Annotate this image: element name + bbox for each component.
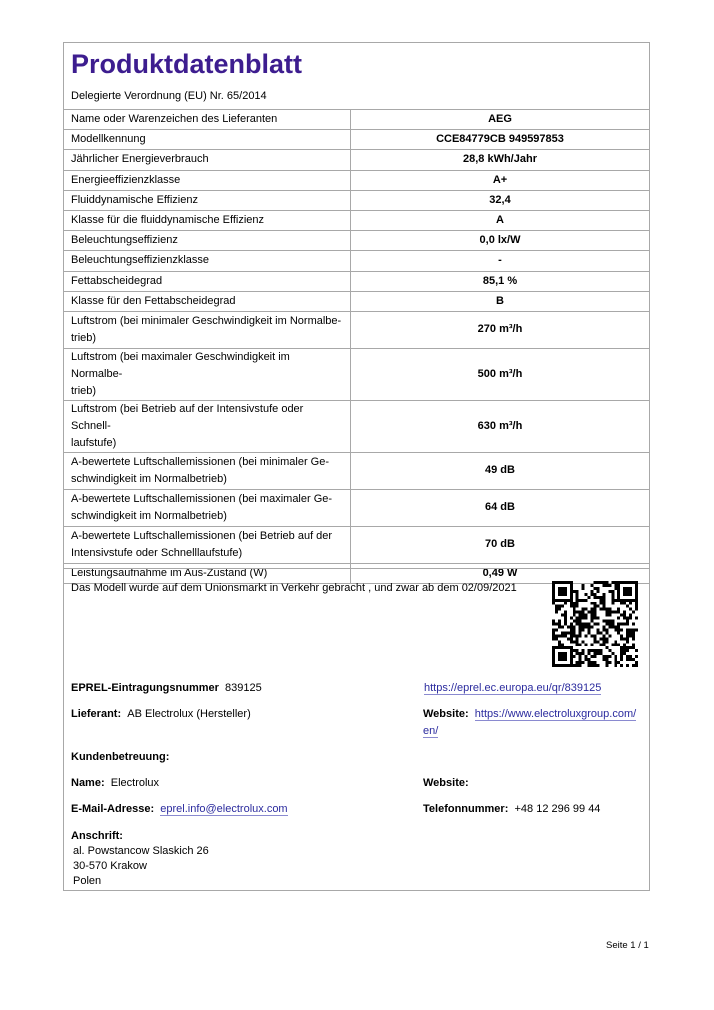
row-value: 28,8 kWh/Jahr bbox=[351, 150, 650, 170]
table-row bbox=[64, 210, 649, 230]
contact-website-label: Website: bbox=[423, 777, 469, 789]
row-value: B bbox=[351, 291, 650, 311]
supplier-info-box bbox=[63, 568, 650, 891]
website-link-continued-wrap bbox=[423, 724, 438, 739]
row-label: Luftstrom (bei Betrieb auf der Intensivstufe oder Schnell- laufstufe) bbox=[64, 400, 351, 452]
row-value: CCE84779CB 949597853 bbox=[351, 130, 650, 150]
table-row bbox=[64, 110, 649, 130]
row-value: 49 dB bbox=[351, 452, 650, 489]
row-label: Fluiddynamische Effizienz bbox=[64, 190, 351, 210]
table-row bbox=[64, 271, 649, 291]
row-label: A-bewertete Luftschallemissionen (bei maximaler Ge- schwindigkeit im Normalbetrieb) bbox=[64, 489, 351, 526]
row-label: Modellkennung bbox=[64, 130, 351, 150]
page-number: Seite 1 / 1 bbox=[606, 940, 649, 951]
row-value: 270 m³/h bbox=[351, 311, 650, 348]
row-value: 64 dB bbox=[351, 489, 650, 526]
table-row bbox=[64, 526, 649, 563]
website-link-continued[interactable]: en/ bbox=[423, 725, 439, 737]
row-label: Leistungsaufnahme im Aus-Zustand (W) bbox=[64, 563, 351, 583]
website-link[interactable]: https://www.electroluxgroup.com/ bbox=[474, 708, 637, 720]
email-row bbox=[71, 802, 288, 817]
row-value: A+ bbox=[351, 170, 650, 190]
page-title: Produktdatenblatt bbox=[71, 49, 303, 79]
email-label: E-Mail-Adresse: bbox=[71, 803, 155, 815]
address-label: Anschrift: bbox=[71, 830, 123, 842]
contact-name-row bbox=[71, 776, 159, 791]
table-row bbox=[64, 348, 649, 400]
customer-service-heading: Kundenbetreuung: bbox=[71, 751, 170, 763]
table-row bbox=[64, 291, 649, 311]
row-label: Luftstrom (bei maximaler Geschwindigkeit im Normalbe- trieb) bbox=[64, 348, 351, 400]
eprel-value: 839125 bbox=[225, 682, 262, 694]
row-label: Fettabscheidegrad bbox=[64, 271, 351, 291]
phone-row bbox=[423, 802, 600, 817]
row-label: Jährlicher Energieverbrauch bbox=[64, 150, 351, 170]
table-row bbox=[64, 190, 649, 210]
row-value: A bbox=[351, 210, 650, 230]
qr-code-icon[interactable] bbox=[552, 581, 638, 667]
row-label: Beleuchtungseffizienzklasse bbox=[64, 251, 351, 271]
table-row bbox=[64, 231, 649, 251]
phone-label: Telefonnummer: bbox=[423, 803, 509, 815]
datasheet-header bbox=[64, 43, 649, 110]
supplier-value: AB Electrolux (Hersteller) bbox=[127, 708, 251, 720]
table-row bbox=[64, 452, 649, 489]
address-line: al. Powstancow Slaskich 26 bbox=[73, 845, 209, 857]
row-label: Klasse für die fluiddynamische Effizienz bbox=[64, 210, 351, 230]
supplier-website-row bbox=[423, 707, 636, 722]
market-date-text: Das Modell wurde auf dem Unionsmarkt in Verkehr gebracht , und zwar ab dem 02/09/2021 bbox=[71, 582, 517, 594]
row-label: Klasse für den Fettabscheidegrad bbox=[64, 291, 351, 311]
table-row bbox=[64, 489, 649, 526]
table-row bbox=[64, 251, 649, 271]
name-label: Name: bbox=[71, 777, 105, 789]
regulation-subtitle: Delegierte Verordnung (EU) Nr. 65/2014 bbox=[71, 90, 267, 102]
row-value: 500 m³/h bbox=[351, 348, 650, 400]
row-value: - bbox=[351, 251, 650, 271]
website-label: Website: bbox=[423, 708, 469, 720]
product-datasheet bbox=[63, 42, 650, 584]
row-value: 0,0 lx/W bbox=[351, 231, 650, 251]
phone-value: +48 12 296 99 44 bbox=[514, 803, 601, 815]
row-label: Luftstrom (bei minimaler Geschwindigkeit im Normalbe- trieb) bbox=[64, 311, 351, 348]
supplier-label: Lieferant: bbox=[71, 708, 122, 720]
eprel-link[interactable]: https://eprel.ec.europa.eu/qr/839125 bbox=[424, 682, 602, 694]
name-value: Electrolux bbox=[110, 777, 160, 789]
eprel-label: EPREL-Eintragungsnummer bbox=[71, 682, 219, 694]
table-row bbox=[64, 130, 649, 150]
row-value: AEG bbox=[351, 110, 650, 130]
row-label: Name oder Warenzeichen des Lieferanten bbox=[64, 110, 351, 130]
row-value: 32,4 bbox=[351, 190, 650, 210]
address-line: Polen bbox=[73, 875, 102, 887]
table-row bbox=[64, 311, 649, 348]
supplier-row bbox=[71, 707, 251, 722]
address-line: 30-570 Krakow bbox=[73, 860, 147, 872]
row-label: A-bewertete Luftschallemissionen (bei Betrieb auf der Intensivstufe oder Schnelllaufstufe) bbox=[64, 526, 351, 563]
row-label: Beleuchtungseffizienz bbox=[64, 231, 351, 251]
row-value: 0,49 W bbox=[482, 566, 518, 579]
table-row bbox=[64, 400, 649, 452]
row-value: 70 dB bbox=[351, 526, 650, 563]
email-link[interactable]: eprel.info@electrolux.com bbox=[160, 803, 288, 815]
row-label: A-bewertete Luftschallemissionen (bei minimaler Ge- schwindigkeit im Normalbetrieb) bbox=[64, 452, 351, 489]
spec-table bbox=[64, 110, 649, 583]
eprel-link-wrap bbox=[424, 681, 601, 696]
row-label: Energieeffizienzklasse bbox=[64, 170, 351, 190]
table-row bbox=[64, 170, 649, 190]
row-value: 630 m³/h bbox=[351, 400, 650, 452]
row-value: 85,1 % bbox=[351, 271, 650, 291]
table-row bbox=[64, 150, 649, 170]
eprel-number bbox=[71, 681, 262, 696]
